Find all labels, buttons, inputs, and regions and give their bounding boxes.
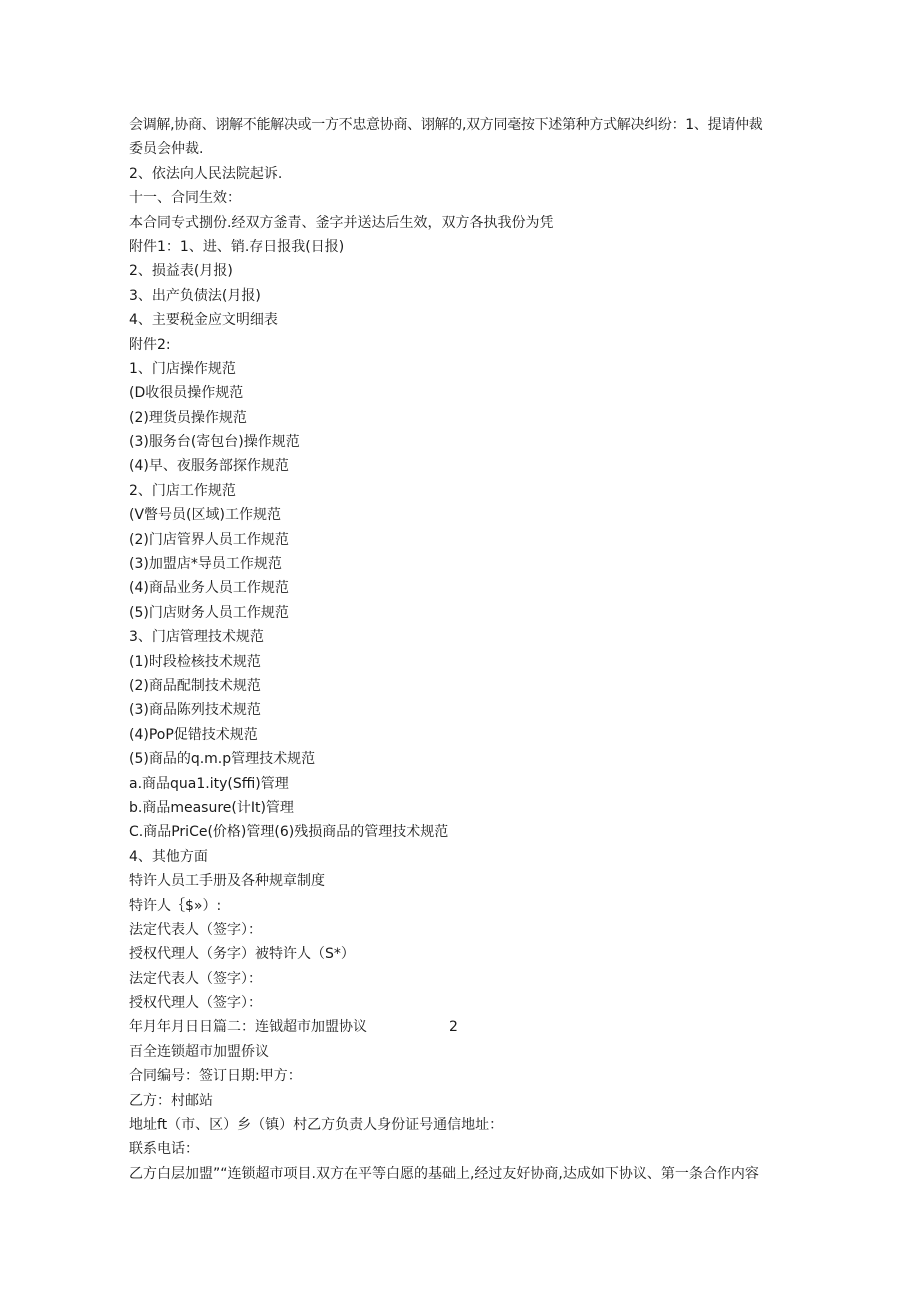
- section-title-line: [129, 1015, 789, 1039]
- list-item: a.商品qua1.ity(Sffi)管理: [129, 775, 289, 792]
- section-title: 年月年月日日篇二：连钺超市加盟协议: [129, 1019, 367, 1036]
- section-heading: 十一、合同生效：: [129, 190, 241, 207]
- signature-line: 授权代理人（签字）：: [129, 995, 262, 1012]
- signature-line: 授权代理人（务字）被特许人（S*）: [129, 946, 355, 963]
- list-item: (5)门店财务人员工作规范: [129, 604, 289, 621]
- list-item: (4)早、夜服务部探作规范: [129, 458, 289, 475]
- list-item: (4)PoP促错技术规范: [129, 726, 258, 743]
- list-item: 1、门店操作规范: [129, 360, 236, 377]
- text-line: 会调解,协商、诩解不能解决或一方不忠意协商、诩解的,双方同毫按下述第种方式解决纠纷：1、提请仲裁: [129, 117, 763, 133]
- list-item: (5)商品的q.m.p管理技术规范: [129, 751, 316, 768]
- signature-line: 法定代表人（签字）：: [129, 921, 262, 938]
- list-item: (3)加盟店*导员工作规范: [129, 556, 282, 573]
- list-item: 3、出产负债法(月报): [129, 287, 261, 304]
- agreement-title: 百全连锁超市加盟侨议: [129, 1043, 269, 1060]
- text-line: 2、依法向人民法院起诉.: [129, 165, 283, 182]
- list-item: (1)时段检核技术规范: [129, 653, 261, 670]
- text-line: 合同编号：签订日期:甲方：: [129, 1068, 302, 1085]
- list-item: (D收很员操作规范: [129, 385, 244, 402]
- list-item: (2)理货员操作规范: [129, 409, 247, 426]
- list-item: (3)服务台(寄包台)操作规范: [129, 434, 300, 451]
- list-item: (V瞥号员(区域)工作规范: [129, 507, 281, 524]
- list-item: 4、其他方面: [129, 848, 208, 865]
- page-number: 2: [449, 1019, 458, 1036]
- signature-line: 特许人｛$»）:: [129, 897, 222, 914]
- text-line: 本合同专式捌份.经双方釜青、釜字并送达后生效，双方各执我份为凭: [129, 214, 554, 231]
- text-line: 联系电话：: [129, 1141, 199, 1158]
- text-line: 附件1：1、进、销.存日报我(日报): [129, 238, 345, 255]
- list-item: (4)商品业务人员工作规范: [129, 580, 289, 597]
- text-line: 地址ft（市、区）乡（镇）村乙方负责人身份证号通信地址：: [129, 1117, 504, 1134]
- list-item: 4、主要税金应文明细表: [129, 312, 278, 329]
- list-item: (2)门店管界人员工作规范: [129, 531, 289, 548]
- list-item: (2)商品配制技术规范: [129, 677, 261, 694]
- document-body: [129, 113, 789, 1186]
- text-line: 委员会仲裁.: [129, 141, 204, 158]
- list-item: 2、损益表(月报): [129, 263, 233, 280]
- signature-line: 法定代表人（签字）：: [129, 970, 262, 987]
- list-item: b.商品measure(计It)管理: [129, 799, 294, 816]
- list-item: 2、门店工作规范: [129, 482, 236, 499]
- attachment-heading: 附件2:: [129, 336, 171, 353]
- text-line: 特许人员工手册及各种规章制度: [129, 873, 325, 890]
- text-line: 乙方：村邮站: [129, 1092, 213, 1109]
- list-item: C.商品PriCe(价格)管理(6)残损商品的管理技术规范: [129, 824, 449, 841]
- list-item: (3)商品陈列技术规范: [129, 702, 261, 719]
- list-item: 3、门店管理技术规范: [129, 629, 264, 646]
- text-line: 乙方白层加盟”“连锁超市项目.双方在平等白愿的基础上,经过友好协商,达成如下协议、第一条合作内容: [129, 1165, 759, 1182]
